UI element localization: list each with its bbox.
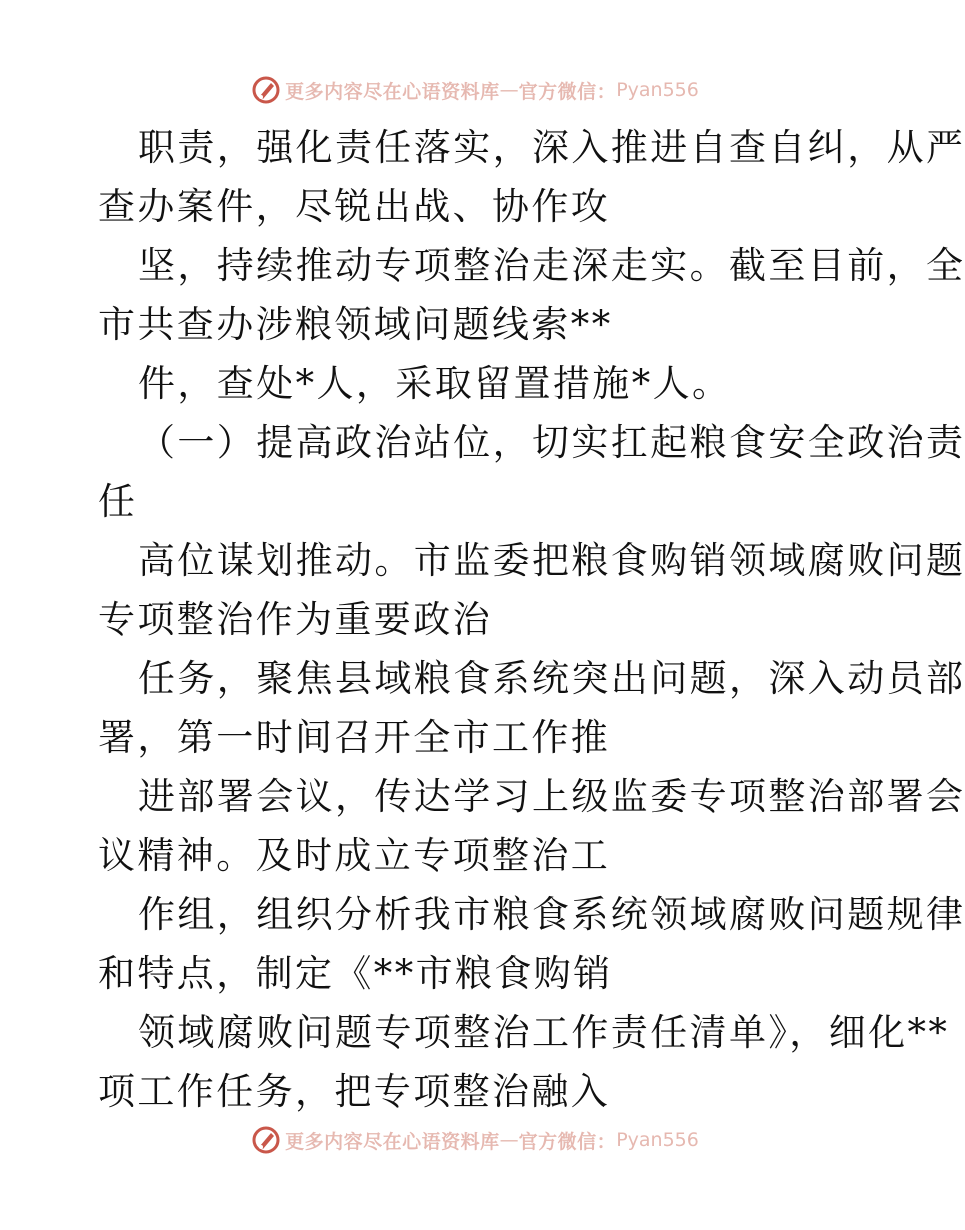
paragraph xyxy=(98,885,965,1003)
watermark-label: 官方微信： xyxy=(518,80,617,103)
watermark-dash: — xyxy=(499,79,519,101)
watermark-text: 更多内容尽在心语资料库 xyxy=(285,80,500,103)
watermark-banner-bottom xyxy=(0,1120,950,1160)
paragraph xyxy=(98,1003,950,1121)
watermark-dash: — xyxy=(499,1129,519,1151)
watermark-label: 官方微信： xyxy=(518,1130,617,1153)
watermark-text: 更多内容尽在心语资料库 xyxy=(285,1130,500,1153)
paragraph-line: 项工作任务，把专项整治融入 xyxy=(98,1070,611,1113)
paragraph xyxy=(98,118,965,236)
paragraph-line: 和特点，制定《**市粮食购销 xyxy=(98,952,613,995)
watermark-id: Pyan556 xyxy=(616,1129,699,1151)
paragraph xyxy=(98,236,965,354)
paragraph-line: 署，第一时间召开全市工作推 xyxy=(98,716,611,759)
watermark-id: Pyan556 xyxy=(616,79,699,101)
paragraph xyxy=(98,354,868,413)
paragraph xyxy=(98,767,965,885)
paragraph-line: 任 xyxy=(98,480,138,523)
red-seal-pen-icon xyxy=(251,1125,281,1155)
document-body xyxy=(98,118,965,1121)
paragraph-line: 高位谋划推动。市监委把粮食购销领域腐败问题 xyxy=(138,539,965,582)
paragraph-line: 进部署会议，传达学习上级监委专项整治部署会 xyxy=(138,775,965,818)
paragraph xyxy=(98,531,965,649)
red-seal-pen-icon xyxy=(251,75,281,105)
paragraph xyxy=(98,649,965,767)
watermark-banner-top xyxy=(0,70,950,110)
paragraph-line: 坚，持续推动专项整治走深走实。截至目前，全 xyxy=(138,244,965,287)
paragraph-line: 任务，聚焦县域粮食系统突出问题，深入动员部 xyxy=(138,657,965,700)
paragraph-line: 领域腐败问题专项整治工作责任清单》，细化** xyxy=(138,1011,950,1054)
paragraph-line: 市共查办涉粮领域问题线索** xyxy=(98,303,613,346)
paragraph-line: 件，查处*人，采取留置措施*人。 xyxy=(138,362,732,405)
section-heading xyxy=(98,413,965,531)
paragraph-line: 职责，强化责任落实，深入推进自查自纠，从严 xyxy=(138,126,965,169)
paragraph-line: 议精神。及时成立专项整治工 xyxy=(98,834,611,877)
paragraph-line: （一）提高政治站位，切实扛起粮食安全政治责 xyxy=(138,421,965,464)
paragraph-line: 作组，组织分析我市粮食系统领域腐败问题规律 xyxy=(138,893,965,936)
paragraph-line: 专项整治作为重要政治 xyxy=(98,598,492,641)
paragraph-line: 查办案件，尽锐出战、协作攻 xyxy=(98,185,611,228)
